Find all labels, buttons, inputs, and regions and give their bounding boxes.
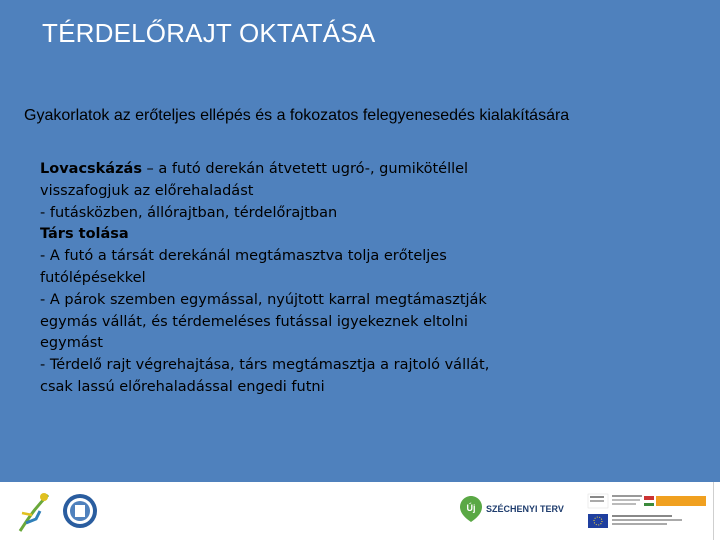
text-line bbox=[40, 159, 510, 181]
footer-divider bbox=[713, 482, 714, 540]
text-line: futólépésekkel bbox=[40, 269, 146, 286]
slide-subtitle: Gyakorlatok az erőteljes ellépés és a fokozatos felegyenesedés kialakítására bbox=[24, 107, 570, 124]
runner-logo-icon bbox=[14, 489, 54, 535]
exercise-title-lovacskazas: Lovacskázás bbox=[40, 161, 142, 177]
szechenyi-mark-text: Új bbox=[466, 503, 476, 513]
eu-funding-logo-icon bbox=[586, 492, 710, 532]
szechenyi-label: SZÉCHENYI TERV bbox=[486, 504, 564, 514]
text-line: - futásközben, állórajtban, térdelőrajtban bbox=[40, 204, 338, 221]
text-line: visszafogjuk az előrehaladást bbox=[40, 182, 254, 199]
exercise-title-tars-tolasa: Társ tolása bbox=[40, 226, 129, 243]
text-line: - A párok szemben egymással, nyújtott karral megtámasztják bbox=[40, 291, 487, 308]
szechenyi-terv-logo bbox=[460, 496, 578, 526]
szechenyi-mark-icon bbox=[460, 496, 482, 522]
text-fragment: – a futó derekán átvetett ugró-, gumikötéllel bbox=[141, 161, 469, 177]
text-line bbox=[40, 224, 510, 246]
text-line: egymást bbox=[40, 335, 103, 352]
content-text bbox=[40, 159, 510, 399]
text-line: - A futó a társát derekánál megtámasztva tolja erőteljes bbox=[40, 248, 447, 265]
text-line: csak lassú előrehaladással engedi futni bbox=[40, 378, 325, 395]
text-line: egymás vállát, és térdemeléses futással igyekeznek eltolni bbox=[40, 313, 468, 330]
text-line: - Térdelő rajt végrehajtása, társ megtámasztja a rajtoló vállát, bbox=[40, 357, 490, 374]
university-seal-icon bbox=[62, 493, 98, 529]
slide-title: TÉRDELŐRAJT OKTATÁSA bbox=[42, 18, 376, 48]
